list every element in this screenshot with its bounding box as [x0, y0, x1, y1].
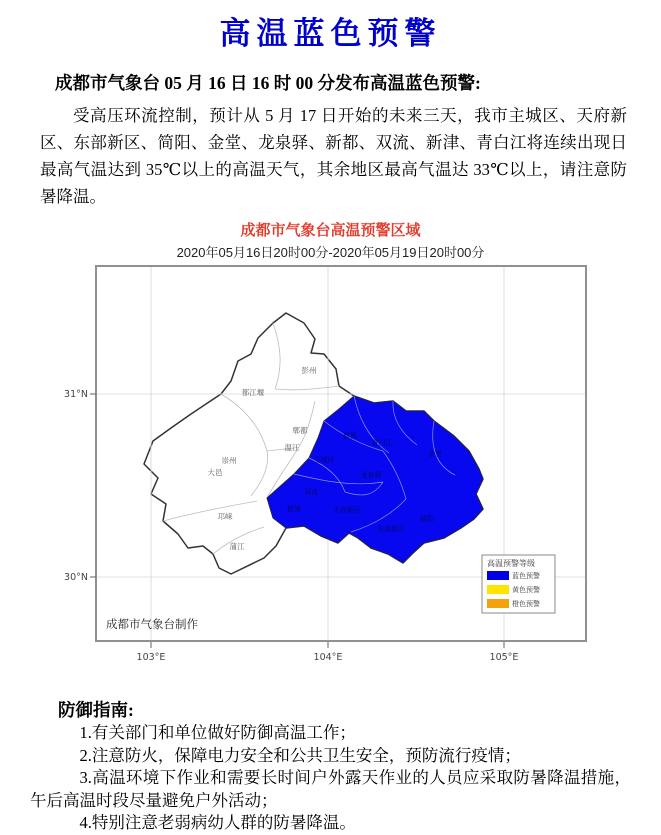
legend-label-yellow: 黄色预警 [511, 586, 540, 594]
map-legend [482, 555, 555, 613]
defense-guide [30, 697, 631, 835]
legend-title: 高温预警等级 [486, 559, 535, 568]
district-label: 新都 [342, 432, 357, 440]
lat-label-30n: 30°N [63, 572, 88, 583]
district-label: 崇州 [221, 456, 236, 465]
map-title: 成都市气象台高温预警区域 [240, 222, 421, 239]
district-label: 双流 [303, 488, 318, 496]
lat-label-31n: 31°N [63, 389, 88, 400]
district-label: 主城区 [313, 456, 334, 464]
guide-item-4: 4.特别注意老弱病幼人群的防暑降温。 [79, 813, 356, 833]
legend-label-orange: 橙色预警 [511, 600, 540, 608]
legend-label-blue: 蓝色预警 [511, 572, 540, 580]
district-label: 新津 [286, 505, 301, 513]
lon-label-105e: 105°E [489, 652, 518, 663]
lon-label-103e: 103°E [136, 652, 165, 663]
district-label: 蒲江 [229, 542, 244, 551]
district-label: 彭州 [301, 366, 316, 375]
warning-map [61, 261, 601, 681]
district-label: 东部新区 [376, 525, 405, 533]
page-title: 高温蓝色预警 [219, 16, 442, 51]
issue-heading: 成都市气象台 05 月 16 日 16 时 00 分发布高温蓝色预警: [55, 73, 481, 93]
district-label: 郫都 [292, 426, 307, 435]
legend-swatch-yellow [487, 585, 509, 594]
lon-label-104e: 104°E [313, 652, 342, 663]
map-figure [0, 219, 661, 681]
district-label: 邛崃 [217, 512, 232, 521]
map-date-range: 2020年05月16日20时00分-2020年05月19日20时00分 [176, 245, 485, 260]
guide-item-1: 1.有关部门和单位做好防御高温工作； [79, 723, 356, 742]
warning-body-paragraph: 受高压环流控制，预计从 5 月 17 日开始的未来三天，我市主城区、天府新区、东部新区、简阳、金堂、龙泉驿、新都、双流、新津、青白江将连续出现日最高气温达到 35℃以上的高温天气，其余地区最高气温达 33℃以上，请注意防暑降温。 [40, 106, 627, 206]
legend-swatch-orange [487, 599, 509, 608]
district-label: 大邑 [207, 468, 222, 477]
district-label: 金堂 [427, 450, 442, 458]
weather-warning-bulletin [0, 8, 661, 833]
map-attribution: 成都市气象台制作 [105, 617, 198, 631]
district-label: 青白江 [371, 439, 392, 447]
guide-title: 防御指南: [58, 700, 134, 720]
district-label: 龙泉驿 [360, 471, 381, 479]
guide-item-2: 2.注意防火，保障电力安全和公共卫生安全，预防流行疫情； [79, 745, 521, 765]
legend-swatch-blue [487, 571, 509, 580]
district-label: 天府新区 [332, 506, 361, 514]
district-label: 温江 [284, 443, 299, 452]
guide-item-3: 3.高温环境下作业和需要长时间户外露天作业的人员应采取防暑降温措施，午后高温时段尽量避免户外活动； [30, 768, 631, 810]
district-label: 简阳 [419, 515, 434, 523]
district-label: 都江堰 [241, 388, 264, 397]
